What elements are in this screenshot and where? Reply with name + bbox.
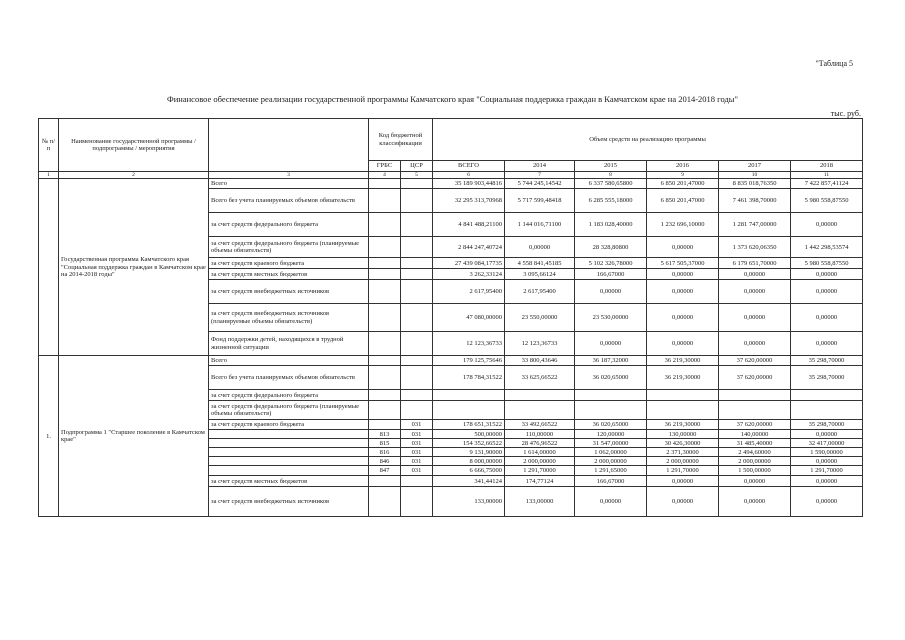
amount-cell: 9 131,90000 bbox=[433, 448, 505, 457]
grbs-code: 815 bbox=[369, 439, 401, 448]
amount-cell: 47 080,00000 bbox=[433, 304, 505, 332]
column-index: 9 bbox=[647, 172, 719, 179]
column-index: 1 bbox=[39, 172, 59, 179]
grbs-code bbox=[369, 332, 401, 356]
amount-cell: 35 298,70000 bbox=[791, 420, 863, 430]
csr-code bbox=[401, 304, 433, 332]
amount-cell: 0,00000 bbox=[647, 269, 719, 280]
grbs-code bbox=[369, 237, 401, 258]
column-index: 11 bbox=[791, 172, 863, 179]
csr-code bbox=[401, 332, 433, 356]
amount-cell bbox=[647, 390, 719, 401]
row-group-num bbox=[39, 179, 59, 356]
grbs-code bbox=[369, 401, 401, 420]
amount-cell: 0,00000 bbox=[505, 237, 575, 258]
grbs-code bbox=[369, 476, 401, 487]
amount-cell: 133,00000 bbox=[433, 487, 505, 517]
amount-cell: 1 373 620,06350 bbox=[719, 237, 791, 258]
amount-cell: 0,00000 bbox=[791, 280, 863, 304]
amount-cell: 130,00000 bbox=[647, 430, 719, 439]
amount-cell: 5 980 558,87550 bbox=[791, 258, 863, 269]
funding-source: Всего bbox=[209, 179, 369, 189]
amount-cell: 1 183 028,40000 bbox=[575, 213, 647, 237]
amount-cell: 31 485,40000 bbox=[719, 439, 791, 448]
csr-code bbox=[401, 401, 433, 420]
amount-cell: 32 417,00000 bbox=[791, 439, 863, 448]
amount-cell: 0,00000 bbox=[647, 332, 719, 356]
row-group-num: 1. bbox=[39, 356, 59, 517]
amount-cell: 6 666,75000 bbox=[433, 466, 505, 476]
column-index: 2 bbox=[59, 172, 209, 179]
funding-source bbox=[209, 430, 369, 439]
amount-cell: 0,00000 bbox=[791, 332, 863, 356]
csr-code bbox=[401, 476, 433, 487]
amount-cell: 6 850 201,47000 bbox=[647, 189, 719, 213]
amount-cell: 341,44124 bbox=[433, 476, 505, 487]
amount-cell: 1 232 696,10000 bbox=[647, 213, 719, 237]
amount-cell: 0,00000 bbox=[791, 269, 863, 280]
amount-cell: 120,00000 bbox=[575, 430, 647, 439]
csr-code bbox=[401, 366, 433, 390]
amount-cell: 0,00000 bbox=[791, 457, 863, 466]
amount-cell bbox=[505, 401, 575, 420]
table-row bbox=[39, 179, 863, 189]
amount-cell: 178 651,31522 bbox=[433, 420, 505, 430]
amount-cell: 1 291,70000 bbox=[647, 466, 719, 476]
funding-source bbox=[209, 439, 369, 448]
table-row bbox=[39, 356, 863, 366]
amount-cell: 1 281 747,00000 bbox=[719, 213, 791, 237]
amount-cell: 0,00000 bbox=[575, 487, 647, 517]
funding-source: за счет средств местных бюджетов bbox=[209, 269, 369, 280]
amount-cell: 5 744 245,14542 bbox=[505, 179, 575, 189]
amount-cell: 6 285 555,18000 bbox=[575, 189, 647, 213]
amount-cell: 174,77124 bbox=[505, 476, 575, 487]
amount-cell: 35 298,70000 bbox=[791, 366, 863, 390]
amount-cell: 1 500,00000 bbox=[719, 466, 791, 476]
csr-code bbox=[401, 258, 433, 269]
header-budget-class: Код бюджетной классификации bbox=[369, 119, 433, 161]
table-body bbox=[39, 179, 863, 517]
amount-cell bbox=[791, 401, 863, 420]
amount-cell: 7 461 398,70000 bbox=[719, 189, 791, 213]
funding-source: за счет средств федерального бюджета bbox=[209, 213, 369, 237]
amount-cell: 2 000,00000 bbox=[647, 457, 719, 466]
grbs-code: 813 bbox=[369, 430, 401, 439]
grbs-code bbox=[369, 189, 401, 213]
csr-code bbox=[401, 280, 433, 304]
amount-cell: 1 144 016,71100 bbox=[505, 213, 575, 237]
amount-cell bbox=[791, 390, 863, 401]
funding-source: за счет средств федерального бюджета (планируемые объемы обязательств) bbox=[209, 401, 369, 420]
header-volume: Объем средств на реализацию программы bbox=[433, 119, 863, 161]
amount-cell: 0,00000 bbox=[647, 280, 719, 304]
units-label: тыс. руб. bbox=[830, 109, 861, 118]
csr-code: 031 bbox=[401, 457, 433, 466]
amount-cell: 0,00000 bbox=[791, 487, 863, 517]
financial-table bbox=[38, 118, 863, 517]
header-csr: ЦСР bbox=[401, 161, 433, 172]
amount-cell: 8 835 018,76350 bbox=[719, 179, 791, 189]
header-grbs: ГРБС bbox=[369, 161, 401, 172]
column-index: 7 bbox=[505, 172, 575, 179]
table-number: "Таблица 5 bbox=[815, 59, 853, 68]
header-2015: 2015 bbox=[575, 161, 647, 172]
grbs-code bbox=[369, 356, 401, 366]
amount-cell: 178 784,31522 bbox=[433, 366, 505, 390]
amount-cell: 37 620,00000 bbox=[719, 420, 791, 430]
csr-code: 031 bbox=[401, 439, 433, 448]
funding-source: за счет средств местных бюджетов bbox=[209, 476, 369, 487]
amount-cell: 6 179 651,70000 bbox=[719, 258, 791, 269]
amount-cell bbox=[575, 390, 647, 401]
amount-cell: 133,00000 bbox=[505, 487, 575, 517]
amount-cell: 8 000,00000 bbox=[433, 457, 505, 466]
csr-code bbox=[401, 487, 433, 517]
funding-source: за счет средств внебюджетных источников (планируемые объемы обязательств) bbox=[209, 304, 369, 332]
grbs-code bbox=[369, 280, 401, 304]
amount-cell bbox=[575, 401, 647, 420]
amount-cell: 36 187,32000 bbox=[575, 356, 647, 366]
amount-cell: 2 000,00000 bbox=[719, 457, 791, 466]
csr-code bbox=[401, 179, 433, 189]
csr-code bbox=[401, 269, 433, 280]
csr-code bbox=[401, 237, 433, 258]
amount-cell: 23 550,00000 bbox=[505, 304, 575, 332]
amount-cell: 2 844 247,40724 bbox=[433, 237, 505, 258]
funding-source: Всего bbox=[209, 356, 369, 366]
column-index-row bbox=[39, 172, 863, 179]
amount-cell: 0,00000 bbox=[791, 430, 863, 439]
amount-cell bbox=[505, 390, 575, 401]
header-2018: 2018 bbox=[791, 161, 863, 172]
header-total: ВСЕГО bbox=[433, 161, 505, 172]
grbs-code bbox=[369, 179, 401, 189]
amount-cell: 0,00000 bbox=[719, 332, 791, 356]
amount-cell: 0,00000 bbox=[647, 476, 719, 487]
amount-cell bbox=[719, 390, 791, 401]
amount-cell: 35 298,70000 bbox=[791, 356, 863, 366]
amount-cell: 1 614,00000 bbox=[505, 448, 575, 457]
csr-code: 031 bbox=[401, 430, 433, 439]
amount-cell: 166,67000 bbox=[575, 269, 647, 280]
header-num: № п/п bbox=[39, 119, 59, 172]
grbs-code bbox=[369, 487, 401, 517]
grbs-code: 816 bbox=[369, 448, 401, 457]
amount-cell: 1 291,70000 bbox=[505, 466, 575, 476]
column-index: 8 bbox=[575, 172, 647, 179]
amount-cell: 30 426,30000 bbox=[647, 439, 719, 448]
header-name: Наименование государственной программы / подпрограммы / мероприятия bbox=[59, 119, 209, 172]
funding-source: за счет средств внебюджетных источников bbox=[209, 487, 369, 517]
csr-code: 031 bbox=[401, 420, 433, 430]
amount-cell: 140,00000 bbox=[719, 430, 791, 439]
funding-source: за счет средств краевого бюджета bbox=[209, 420, 369, 430]
amount-cell: 27 439 084,17735 bbox=[433, 258, 505, 269]
amount-cell: 0,00000 bbox=[647, 237, 719, 258]
column-index: 3 bbox=[209, 172, 369, 179]
amount-cell: 1 442 298,53574 bbox=[791, 237, 863, 258]
amount-cell: 4 558 841,45185 bbox=[505, 258, 575, 269]
amount-cell: 1 291,65000 bbox=[575, 466, 647, 476]
amount-cell: 0,00000 bbox=[575, 332, 647, 356]
amount-cell: 0,00000 bbox=[719, 269, 791, 280]
amount-cell: 31 547,00000 bbox=[575, 439, 647, 448]
funding-source: Всего без учета планируемых объемов обязательств bbox=[209, 366, 369, 390]
grbs-code bbox=[369, 366, 401, 390]
amount-cell: 2 494,60000 bbox=[719, 448, 791, 457]
amount-cell: 12 123,36733 bbox=[433, 332, 505, 356]
amount-cell: 166,67000 bbox=[575, 476, 647, 487]
amount-cell: 2 617,95400 bbox=[505, 280, 575, 304]
funding-source bbox=[209, 466, 369, 476]
csr-code bbox=[401, 390, 433, 401]
csr-code bbox=[401, 356, 433, 366]
column-index: 6 bbox=[433, 172, 505, 179]
amount-cell: 5 980 558,87550 bbox=[791, 189, 863, 213]
amount-cell bbox=[647, 401, 719, 420]
amount-cell: 0,00000 bbox=[791, 476, 863, 487]
funding-source: за счет средств краевого бюджета bbox=[209, 258, 369, 269]
amount-cell: 28 476,96522 bbox=[505, 439, 575, 448]
amount-cell: 0,00000 bbox=[791, 304, 863, 332]
amount-cell: 0,00000 bbox=[791, 213, 863, 237]
amount-cell bbox=[719, 401, 791, 420]
amount-cell: 4 841 488,21100 bbox=[433, 213, 505, 237]
grbs-code bbox=[369, 390, 401, 401]
amount-cell: 2 371,30000 bbox=[647, 448, 719, 457]
amount-cell: 179 125,75646 bbox=[433, 356, 505, 366]
amount-cell: 0,00000 bbox=[647, 487, 719, 517]
column-index: 4 bbox=[369, 172, 401, 179]
grbs-code bbox=[369, 213, 401, 237]
amount-cell: 2 000,00000 bbox=[575, 457, 647, 466]
funding-source: Всего без учета планируемых объемов обязательств bbox=[209, 189, 369, 213]
grbs-code bbox=[369, 269, 401, 280]
csr-code: 031 bbox=[401, 448, 433, 457]
amount-cell bbox=[433, 390, 505, 401]
column-index: 10 bbox=[719, 172, 791, 179]
grbs-code: 846 bbox=[369, 457, 401, 466]
funding-source: за счет средств федерального бюджета bbox=[209, 390, 369, 401]
funding-source bbox=[209, 448, 369, 457]
grbs-code bbox=[369, 304, 401, 332]
amount-cell: 0,00000 bbox=[719, 304, 791, 332]
amount-cell: 37 620,00000 bbox=[719, 366, 791, 390]
amount-cell: 2 617,95400 bbox=[433, 280, 505, 304]
amount-cell: 5 102 326,78000 bbox=[575, 258, 647, 269]
amount-cell: 3 262,33124 bbox=[433, 269, 505, 280]
funding-source: Фонд поддержки детей, находящихся в трудной жизненной ситуации bbox=[209, 332, 369, 356]
row-group-name: Государственная программа Камчатского края "Социальная поддержка граждан в Камчатском крае на 2014-2018 годы" bbox=[59, 179, 209, 356]
grbs-code bbox=[369, 420, 401, 430]
amount-cell: 35 189 903,44816 bbox=[433, 179, 505, 189]
amount-cell: 6 337 580,65800 bbox=[575, 179, 647, 189]
header-2014: 2014 bbox=[505, 161, 575, 172]
funding-source: за счет средств внебюджетных источников bbox=[209, 280, 369, 304]
amount-cell: 33 625,66522 bbox=[505, 366, 575, 390]
amount-cell: 37 620,00000 bbox=[719, 356, 791, 366]
header-2016: 2016 bbox=[647, 161, 719, 172]
amount-cell: 1 291,70000 bbox=[791, 466, 863, 476]
amount-cell: 6 850 201,47000 bbox=[647, 179, 719, 189]
amount-cell: 0,00000 bbox=[719, 476, 791, 487]
csr-code bbox=[401, 189, 433, 213]
amount-cell: 12 123,36733 bbox=[505, 332, 575, 356]
amount-cell: 154 352,66522 bbox=[433, 439, 505, 448]
amount-cell: 0,00000 bbox=[719, 487, 791, 517]
amount-cell: 0,00000 bbox=[575, 280, 647, 304]
amount-cell: 36 219,30000 bbox=[647, 366, 719, 390]
funding-source bbox=[209, 457, 369, 466]
amount-cell: 28 328,80800 bbox=[575, 237, 647, 258]
grbs-code bbox=[369, 258, 401, 269]
amount-cell: 5 617 505,37000 bbox=[647, 258, 719, 269]
amount-cell: 7 422 857,41124 bbox=[791, 179, 863, 189]
amount-cell: 2 000,00000 bbox=[505, 457, 575, 466]
amount-cell: 36 020,65000 bbox=[575, 366, 647, 390]
amount-cell: 32 295 313,70968 bbox=[433, 189, 505, 213]
csr-code: 031 bbox=[401, 466, 433, 476]
amount-cell bbox=[433, 401, 505, 420]
amount-cell: 33 492,66522 bbox=[505, 420, 575, 430]
amount-cell: 3 095,66124 bbox=[505, 269, 575, 280]
amount-cell: 1 062,00000 bbox=[575, 448, 647, 457]
amount-cell: 500,00000 bbox=[433, 430, 505, 439]
amount-cell: 0,00000 bbox=[647, 304, 719, 332]
amount-cell: 36 219,30000 bbox=[647, 356, 719, 366]
column-index: 5 bbox=[401, 172, 433, 179]
row-group-name: Подпрограмма 1 "Старшее поколение в Камчатском крае" bbox=[59, 356, 209, 517]
amount-cell: 36 020,65000 bbox=[575, 420, 647, 430]
csr-code bbox=[401, 213, 433, 237]
amount-cell: 23 530,00000 bbox=[575, 304, 647, 332]
amount-cell: 5 717 599,48418 bbox=[505, 189, 575, 213]
amount-cell: 1 590,00000 bbox=[791, 448, 863, 457]
header-source bbox=[209, 119, 369, 172]
amount-cell: 110,00000 bbox=[505, 430, 575, 439]
amount-cell: 36 219,30000 bbox=[647, 420, 719, 430]
document-title: Финансовое обеспечение реализации государственной программы Камчатского края "Социальная поддержка граждан в Камчатском крае на 2014-2018 годы" bbox=[167, 94, 738, 104]
funding-source: за счет средств федерального бюджета (планируемые объемы обязательств) bbox=[209, 237, 369, 258]
header-2017: 2017 bbox=[719, 161, 791, 172]
amount-cell: 33 800,43646 bbox=[505, 356, 575, 366]
amount-cell: 0,00000 bbox=[719, 280, 791, 304]
grbs-code: 847 bbox=[369, 466, 401, 476]
